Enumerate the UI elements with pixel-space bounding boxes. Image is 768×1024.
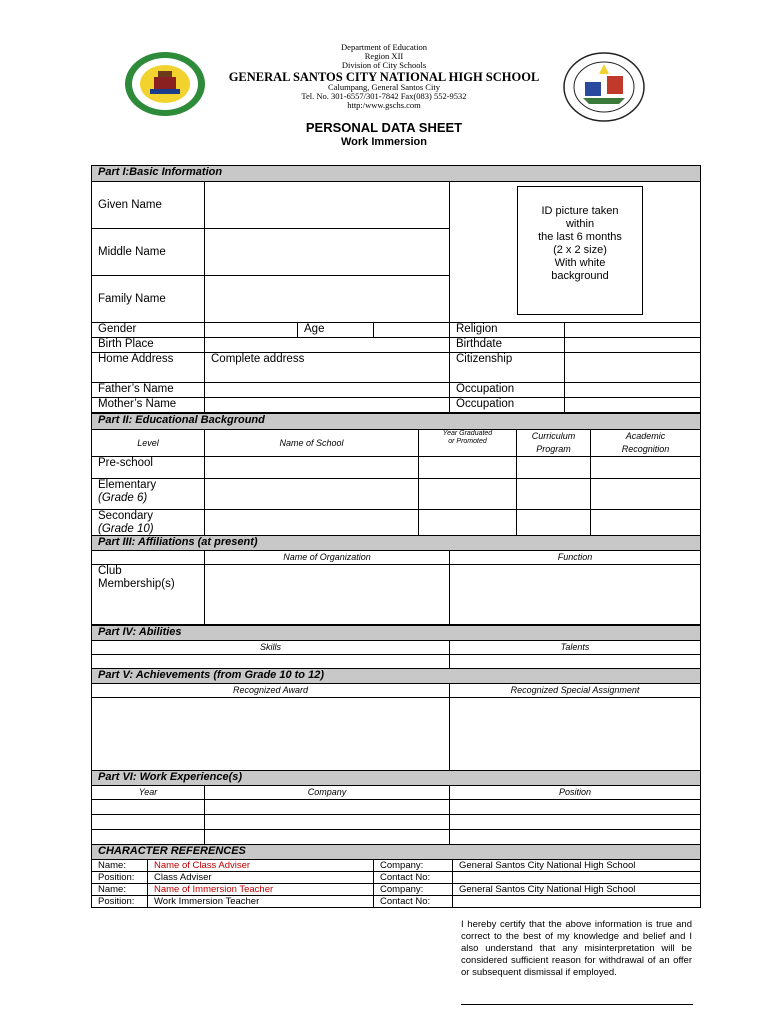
club-label: [92, 565, 205, 625]
division: Division of City Schools: [341, 60, 427, 70]
assignment-field[interactable]: [450, 698, 701, 772]
col-year-line: or Promoted: [448, 438, 487, 445]
birthplace-label: Birth Place: [92, 338, 205, 353]
home-address-field[interactable]: Complete address: [205, 353, 450, 383]
ref2-company-value[interactable]: General Santos City National High School: [453, 884, 701, 896]
ref1-position-label: Position:: [92, 872, 148, 884]
elementary-school[interactable]: [205, 479, 419, 510]
col-acad-line: Academic: [625, 431, 666, 441]
dept-name: Department of Education: [341, 42, 427, 52]
work-year-field[interactable]: [92, 800, 205, 815]
mother-occupation-label: Occupation: [450, 398, 565, 413]
col-school: Name of School: [205, 430, 419, 457]
talents-field[interactable]: [450, 655, 701, 669]
preschool-year[interactable]: [419, 457, 517, 479]
references-heading: CHARACTER REFERENCES: [92, 845, 701, 860]
part5-heading: Part V: Achievements (from Grade 10 to 12): [92, 669, 701, 684]
work-position-field[interactable]: [450, 800, 701, 815]
ref1-company-label: Company:: [374, 860, 453, 872]
col-organization: Name of Organization: [205, 551, 450, 565]
part2-heading: Part II: Educational Background: [92, 414, 701, 430]
preschool-program[interactable]: [517, 457, 591, 479]
skills-field[interactable]: [92, 655, 450, 669]
photo-text-line: within: [565, 218, 595, 230]
col-year: Year: [92, 786, 205, 800]
work-position-field[interactable]: [450, 815, 701, 830]
school-name: GENERAL SANTOS CITY NATIONAL HIGH SCHOOL: [228, 70, 540, 84]
photo-text-line: With white: [554, 257, 606, 269]
elementary-recognition[interactable]: [591, 479, 701, 510]
work-year-field[interactable]: [92, 815, 205, 830]
col-acad-line: Recognition: [621, 444, 670, 454]
grade6-text: (Grade 6): [98, 492, 148, 504]
citizenship-field[interactable]: [565, 353, 701, 383]
part3-corner: [92, 551, 205, 565]
part4-heading: Part IV: Abilities: [92, 626, 701, 641]
school-web: http:/www.gschs.com: [347, 100, 421, 110]
mother-occupation-field[interactable]: [565, 398, 701, 413]
middle-name-field[interactable]: [205, 229, 450, 276]
ref1-contact-value[interactable]: [453, 872, 701, 884]
father-occupation-field[interactable]: [565, 383, 701, 398]
part1-heading: Part I:Basic Information: [92, 166, 701, 182]
col-curr-line: Program: [536, 444, 571, 454]
part3-table: [91, 535, 701, 625]
age-field[interactable]: [374, 323, 450, 338]
col-award: Recognized Award: [92, 684, 450, 698]
page-title: PERSONAL DATA SHEET: [305, 120, 463, 135]
col-year-line: Year Graduated: [442, 430, 493, 437]
elementary-year[interactable]: [419, 479, 517, 510]
mother-name-field[interactable]: [205, 398, 450, 413]
birthplace-field[interactable]: [205, 338, 450, 353]
work-company-field[interactable]: [205, 800, 450, 815]
part4-table: [91, 625, 701, 669]
ref2-name-value[interactable]: Name of Immersion Teacher: [148, 884, 374, 896]
age-label: Age: [298, 323, 374, 338]
preschool-school[interactable]: [205, 457, 419, 479]
work-year-field[interactable]: [92, 830, 205, 845]
grade10-text: (Grade 10): [98, 523, 154, 535]
school-address: Calumpang, General Santos City: [328, 82, 440, 92]
father-occupation-label: Occupation: [450, 383, 565, 398]
ref2-contact-value[interactable]: [453, 896, 701, 908]
function-field[interactable]: [450, 565, 701, 625]
ref2-company-label: Company:: [374, 884, 453, 896]
gender-field[interactable]: [205, 323, 298, 338]
organization-field[interactable]: [205, 565, 450, 625]
father-name-label: Father’s Name: [92, 383, 205, 398]
references-table: [91, 844, 701, 908]
elementary-program[interactable]: [517, 479, 591, 510]
region: Region XII: [364, 51, 404, 61]
work-position-field[interactable]: [450, 830, 701, 845]
mother-name-label: Mother’s Name: [92, 398, 205, 413]
school-tel: Tel. No. 301-6557/301-7842 Fax(083) 552-9532: [301, 91, 467, 101]
ref1-name-value[interactable]: Name of Class Adviser: [148, 860, 374, 872]
part2-table: [91, 413, 701, 539]
citizenship-label: Citizenship: [450, 353, 565, 383]
secondary-text: Secondary: [98, 510, 153, 522]
ref2-name-label: Name:: [92, 884, 148, 896]
home-address-label: Home Address: [92, 353, 205, 383]
part3-heading: Part III: Affiliations (at present): [92, 536, 701, 551]
photo-text-line: ID picture taken: [541, 205, 619, 217]
photo-text-line: background: [551, 270, 609, 282]
col-curriculum: [517, 430, 591, 457]
family-name-field[interactable]: [205, 276, 450, 323]
page-subtitle: Work Immersion: [341, 136, 427, 148]
work-company-field[interactable]: [205, 815, 450, 830]
col-year: [419, 430, 517, 457]
photo-text-line: the last 6 months: [538, 231, 622, 243]
photo-text-line: (2 x 2 size): [553, 244, 607, 256]
award-field[interactable]: [92, 698, 450, 772]
family-name-label: Family Name: [92, 276, 205, 323]
col-function: Function: [450, 551, 701, 565]
work-company-field[interactable]: [205, 830, 450, 845]
col-talents: Talents: [450, 641, 701, 655]
birthdate-label: Birthdate: [450, 338, 565, 353]
middle-name-label: Middle Name: [92, 229, 205, 276]
religion-field[interactable]: [565, 323, 701, 338]
religion-label: Religion: [450, 323, 565, 338]
club-line: Membership(s): [98, 578, 175, 590]
ref1-contact-label: Contact No:: [374, 872, 453, 884]
col-curr-line: Curriculum: [531, 431, 576, 441]
col-skills: Skills: [92, 641, 450, 655]
ref2-position-value[interactable]: Work Immersion Teacher: [148, 896, 374, 908]
ref2-position-label: Position:: [92, 896, 148, 908]
signature-line[interactable]: [461, 1004, 693, 1005]
preschool-label: Pre-school: [92, 457, 205, 479]
elementary-label: [92, 479, 205, 510]
ref2-contact-label: Contact No:: [374, 896, 453, 908]
ref1-name-label: Name:: [92, 860, 148, 872]
preschool-recognition[interactable]: [591, 457, 701, 479]
father-name-field[interactable]: [205, 383, 450, 398]
ref1-company-value[interactable]: General Santos City National High School: [453, 860, 701, 872]
part6-table: [91, 770, 701, 845]
part6-heading: Part VI: Work Experience(s): [92, 771, 701, 786]
given-name-field[interactable]: [205, 182, 450, 229]
col-level: Level: [92, 430, 205, 457]
col-company: Company: [205, 786, 450, 800]
club-line: Club: [98, 565, 122, 577]
col-assignment: Recognized Special Assignment: [450, 684, 701, 698]
part5-table: [91, 668, 701, 772]
gender-label: Gender: [92, 323, 205, 338]
col-position: Position: [450, 786, 701, 800]
given-name-label: Given Name: [92, 182, 205, 229]
birthdate-field[interactable]: [565, 338, 701, 353]
ref1-position-value[interactable]: Class Adviser: [148, 872, 374, 884]
id-picture-box: [517, 186, 643, 315]
elementary-text: Elementary: [98, 479, 157, 491]
certification-text: I hereby certify that the above information is true and correct to the best of my knowledge and belief and I also understand that any misinterpretation will be considered sufficient reason for withdrawal of an offer or subsequent dismissal if employed.: [461, 919, 692, 978]
col-academic: [591, 430, 701, 457]
